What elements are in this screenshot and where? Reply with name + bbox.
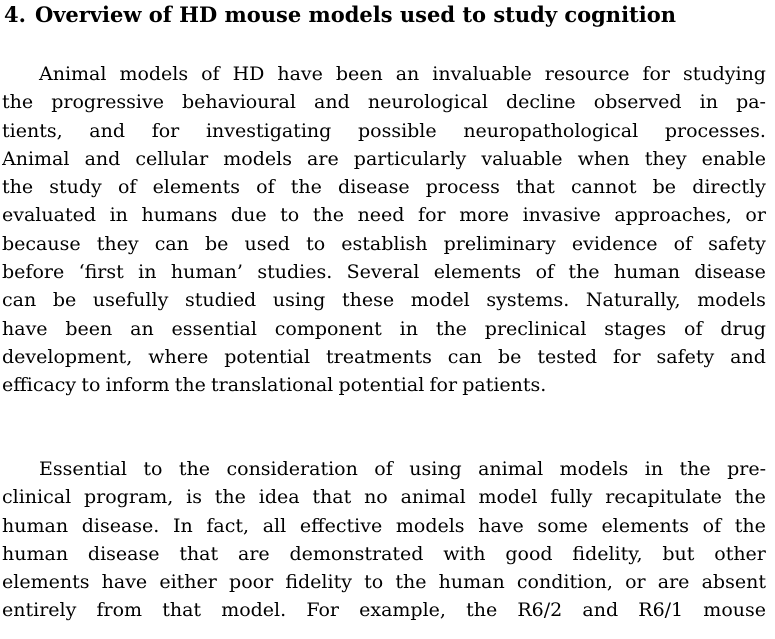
section-number: 4. [4,2,26,27]
text-line: entirely from that model. For example, the R6/2 and R6/1 mouse [2,599,766,622]
text-line: the progressive behavioural and neurological decline observed in pa- [2,91,766,114]
text-line: tients, and for investigating possible neuropathological processes. [2,119,766,142]
section-title: Overview of HD mouse models used to study cognition [34,2,677,27]
text-line: Animal models of HD have been an invaluable resource for studying [39,63,766,85]
text-line: clinical program, is the idea that no animal model fully recapitulate the [2,486,766,509]
text-line: before ‘first in human’ studies. Several elements of the human disease [2,261,766,284]
text-line: because they can be used to establish preliminary evidence of safety [2,232,766,255]
section-heading [4,0,676,30]
text-line: Animal and cellular models are particularly valuable when they enable [2,147,766,170]
paragraph-2 [2,455,766,625]
text-line: have been an essential component in the preclinical stages of drug [2,317,766,340]
text-line: can be usefully studied using these model systems. Naturally, models [2,289,766,312]
text-line: the study of elements of the disease process that cannot be directly [2,176,766,199]
text-line: human disease. In fact, all effective models have some elements of the [2,514,766,537]
text-line: development, where potential treatments can be tested for safety and [2,345,766,368]
text-line: elements have either poor fidelity to the human condition, or are absent [2,571,766,594]
text-line: Essential to the consideration of using animal models in the pre- [39,458,766,480]
paragraph-1 [2,60,766,400]
text-line: efficacy to inform the translational potential for patients. [2,374,547,397]
text-line: evaluated in humans due to the need for more invasive approaches, or [2,204,766,227]
text-line: human disease that are demonstrated with good fidelity, but other [2,542,766,565]
